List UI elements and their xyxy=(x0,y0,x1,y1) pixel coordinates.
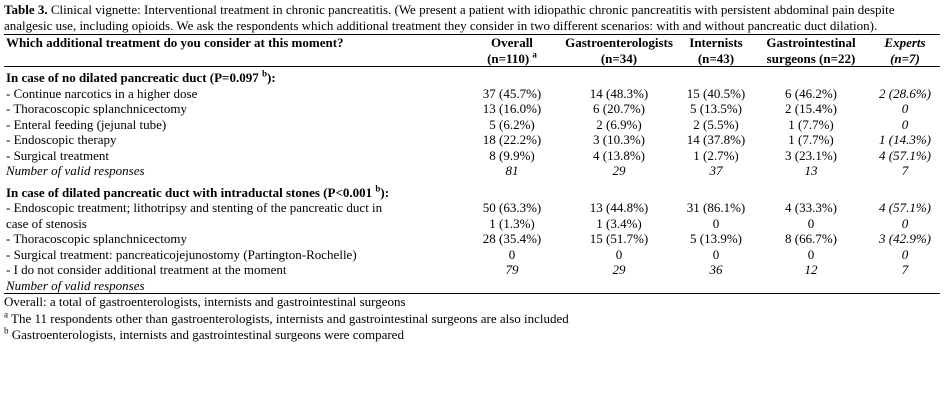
footnote-b: $^b$ Gastroenterologists, internists and gastrointestinal surgeons were compared xyxy=(4,325,404,342)
valid-responses-row: Number of valid responses 81 29 37 13 7 xyxy=(6,163,909,178)
valid-responses-row: Number of valid responses xyxy=(4,278,940,294)
header-intern: Internists xyxy=(680,35,752,51)
caption-label: Table 3. xyxy=(4,2,48,17)
table-row: - Thoracoscopic splanchnicectomy 28 (35.4%) 15 (51.7%) 5 (13.9%) 8 (66.7%) 3 (42.9%) xyxy=(6,231,931,246)
table-row: - Endoscopic therapy 18 (22.2%) 3 (10.3%) 14 (37.8%) 1 (7.7%) 1 (14.3%) xyxy=(6,132,931,147)
table-row: - Endoscopic treatment; lithotripsy and stenting of the pancreatic duct in 50 (63.3%) 13 (44.8%) 31 (86.1%) 4 (33.3%) 4 (57.1%) xyxy=(6,200,931,215)
table-row: - Surgical treatment: pancreaticojejunostomy (Partington-Rochelle) 0 0 0 0 0 xyxy=(6,246,909,262)
table-row: - Surgical treatment 8 (9.9%) 4 (13.8%) 1 (2.7%) 3 (23.1%) 4 (57.1%) xyxy=(6,147,931,163)
table-row: - Continue narcotics in a higher dose 37 (45.7%) 14 (48.3%) 15 (40.5%) 6 (46.2%) 2 (28.6%) xyxy=(6,85,931,101)
header-surg-n: surgeons (n=22) xyxy=(752,51,870,67)
header-gastro: Gastroenterologists xyxy=(558,35,680,51)
header-overall-n: (n=110) $^a$ xyxy=(466,51,558,67)
header-surg: Gastrointestinal xyxy=(752,35,870,51)
header-question: Which additional treatment do you consider at this moment? xyxy=(4,35,466,51)
table-row: - Enteral feeding (jejunal tube) 5 (6.2%) 2 (6.9%) 2 (5.5%) 1 (7.7%) 0 xyxy=(6,116,909,132)
table-row: - Thoracoscopic splanchnicectomy 13 (16.0%) 6 (20.7%) 5 (13.5%) 2 (15.4%) 0 xyxy=(6,101,909,116)
results-table xyxy=(4,34,940,294)
footnote-overall: Overall: a total of gastroenterologists, internists and gastrointestinal surgeons xyxy=(4,294,406,309)
section-heading: In case of dilated pancreatic duct with intraductal stones (P<0.001 $^b$): xyxy=(6,183,390,200)
header-overall: Overall xyxy=(466,35,558,51)
table-caption xyxy=(4,2,942,34)
header-row xyxy=(4,35,940,51)
section-heading: In case of no dilated pancreatic duct (P=0.097 $^b$): xyxy=(6,68,276,85)
header-experts-n: (n=7) xyxy=(870,51,940,67)
footnote-a: $^a$ The 11 respondents other than gastroenterologists, internists and gastrointestinal surgeons are also included xyxy=(4,309,569,326)
table-row: - I do not consider additional treatment at the moment 79 29 36 12 7 xyxy=(6,262,909,277)
header-gastro-n: (n=34) xyxy=(558,51,680,67)
table-row: case of stenosis 1 (1.3%) 1 (3.4%) 0 0 0 xyxy=(6,215,909,231)
header-intern-n: (n=43) xyxy=(680,51,752,67)
header-experts: Experts xyxy=(870,35,940,51)
caption-text: Clinical vignette: Interventional treatment in chronic pancreatitis. (We present a patient with idiopathic chronic pancreatitis with persistent abdominal pain despite analgesic use, including opioids. We ask the respondents which additional treatment they consider in two different scenarios: with and without pancreatic duct dilation). xyxy=(4,2,895,33)
header-row-n xyxy=(4,51,940,67)
